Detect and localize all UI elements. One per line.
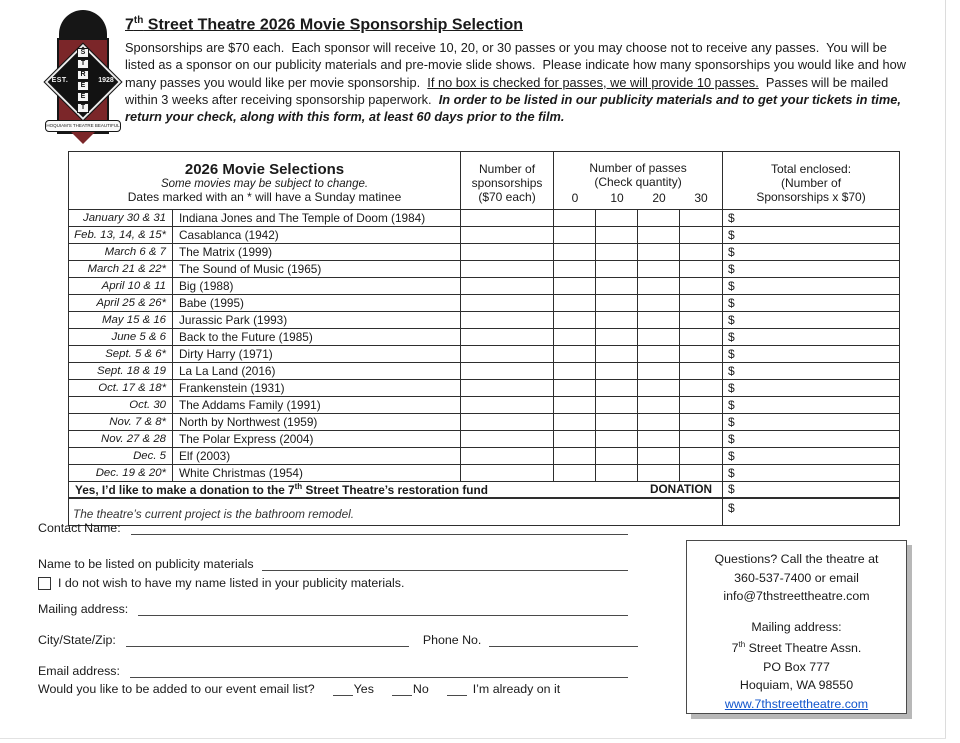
website-link[interactable]: www.7thstreettheatre.com bbox=[724, 696, 869, 711]
passes-20-checkbox-cell[interactable] bbox=[638, 465, 680, 482]
logo-letter: R bbox=[77, 70, 89, 80]
movie-row bbox=[69, 244, 900, 261]
email-list-row bbox=[38, 682, 560, 696]
movie-title: Indiana Jones and The Temple of Doom (1984) bbox=[173, 210, 461, 227]
total-amount-cell[interactable]: $ bbox=[723, 295, 900, 312]
passes-10-checkbox-cell[interactable] bbox=[596, 431, 638, 448]
intro-segment-normal: Passes will be mailed within 3 weeks after receiving sponsorship paperwork. bbox=[125, 74, 892, 107]
pass-option-20: 20 bbox=[652, 191, 666, 205]
sponsorship-qty-cell[interactable] bbox=[461, 363, 554, 380]
sponsorship-qty-cell[interactable] bbox=[461, 261, 554, 278]
total-amount-cell[interactable]: $ bbox=[723, 380, 900, 397]
sponsorship-qty-cell[interactable] bbox=[461, 380, 554, 397]
city-state-zip-label: City/State/Zip: bbox=[38, 633, 116, 647]
passes-30-checkbox-cell[interactable] bbox=[680, 295, 723, 312]
passes-10-checkbox-cell[interactable] bbox=[596, 210, 638, 227]
movie-row bbox=[69, 448, 900, 465]
movie-title: Elf (2003) bbox=[173, 448, 461, 465]
movie-title: Casablanca (1942) bbox=[173, 227, 461, 244]
passes-20-checkbox-cell[interactable] bbox=[638, 448, 680, 465]
screening-date: January 30 & 31 bbox=[69, 210, 173, 227]
pass-option-0: 0 bbox=[571, 191, 579, 205]
passes-0-checkbox-cell[interactable] bbox=[554, 261, 596, 278]
sponsorships-header-line: ($70 each) bbox=[478, 190, 536, 204]
passes-20-checkbox-cell[interactable] bbox=[638, 329, 680, 346]
table-subtitle: Some movies may be subject to change. bbox=[160, 177, 369, 190]
contact-info-box bbox=[686, 540, 907, 714]
logo-letter: T bbox=[77, 59, 89, 69]
title-prefix: 7 bbox=[125, 16, 134, 34]
total-header-cell bbox=[723, 152, 900, 210]
donation-text bbox=[75, 482, 488, 497]
passes-0-checkbox-cell[interactable] bbox=[554, 414, 596, 431]
donation-rest: Street Theatre’s restoration fund bbox=[302, 482, 488, 497]
sponsorship-qty-cell[interactable] bbox=[461, 397, 554, 414]
passes-20-checkbox-cell[interactable] bbox=[638, 312, 680, 329]
movie-row bbox=[69, 380, 900, 397]
info-address-lines bbox=[687, 658, 906, 695]
passes-20-checkbox-cell[interactable] bbox=[638, 244, 680, 261]
info-address-line: PO Box 777 bbox=[763, 659, 830, 674]
sponsorship-table bbox=[68, 151, 900, 526]
phone-input[interactable] bbox=[489, 634, 638, 647]
total-header-line: (Number of bbox=[781, 176, 842, 190]
info-mailing-heading: Mailing address: bbox=[751, 619, 842, 634]
no-publicity-row bbox=[38, 576, 404, 590]
movie-row bbox=[69, 312, 900, 329]
screening-date: April 10 & 11 bbox=[69, 278, 173, 295]
email-option-blank-line[interactable] bbox=[447, 684, 467, 696]
intro-segment-bolditalic: In order to be listed in our publicity materials and to get your tickets in time, return your check, along with this form, at least 60 days prior to the film. bbox=[125, 91, 905, 125]
logo-letter: T bbox=[77, 103, 89, 113]
passes-0-checkbox-cell[interactable] bbox=[554, 431, 596, 448]
passes-10-checkbox-cell[interactable] bbox=[596, 295, 638, 312]
screening-date: March 6 & 7 bbox=[69, 244, 173, 261]
passes-20-checkbox-cell[interactable] bbox=[638, 397, 680, 414]
screening-date: Dec. 19 & 20* bbox=[69, 465, 173, 482]
assn-prefix: 7 bbox=[731, 641, 739, 656]
email-list-option bbox=[447, 682, 560, 696]
total-amount-cell[interactable]: $ bbox=[723, 431, 900, 448]
total-amount-cell[interactable]: $ bbox=[723, 329, 900, 346]
scan-page-edge-bottom bbox=[0, 738, 946, 739]
passes-0-checkbox-cell[interactable] bbox=[554, 363, 596, 380]
passes-10-checkbox-cell[interactable] bbox=[596, 278, 638, 295]
movie-title: The Addams Family (1991) bbox=[173, 397, 461, 414]
movie-row bbox=[69, 210, 900, 227]
total-amount-cell[interactable]: $ bbox=[723, 227, 900, 244]
sponsorship-qty-cell[interactable] bbox=[461, 227, 554, 244]
email-option-blank-line[interactable] bbox=[333, 684, 353, 696]
screening-date: April 25 & 26* bbox=[69, 295, 173, 312]
passes-0-checkbox-cell[interactable] bbox=[554, 465, 596, 482]
mailing-address-label: Mailing address: bbox=[38, 602, 129, 616]
movie-title: Dirty Harry (1971) bbox=[173, 346, 461, 363]
passes-0-checkbox-cell[interactable] bbox=[554, 346, 596, 363]
passes-30-checkbox-cell[interactable] bbox=[680, 210, 723, 227]
sponsorship-qty-cell[interactable] bbox=[461, 244, 554, 261]
info-box-spacer bbox=[687, 606, 906, 618]
donation-prefix: Yes, I’d like to make a donation to the 7 bbox=[75, 482, 295, 497]
no-publicity-label: I do not wish to have my name listed in your publicity materials. bbox=[58, 576, 405, 590]
passes-20-checkbox-cell[interactable] bbox=[638, 295, 680, 312]
total-amount-cell[interactable]: $ bbox=[723, 346, 900, 363]
passes-30-checkbox-cell[interactable] bbox=[680, 380, 723, 397]
sponsorship-qty-cell[interactable] bbox=[461, 295, 554, 312]
donation-superscript: th bbox=[294, 482, 303, 491]
movie-title: The Matrix (1999) bbox=[173, 244, 461, 261]
sponsorship-qty-cell[interactable] bbox=[461, 346, 554, 363]
passes-10-checkbox-cell[interactable] bbox=[596, 414, 638, 431]
passes-0-checkbox-cell[interactable] bbox=[554, 210, 596, 227]
passes-20-checkbox-cell[interactable] bbox=[638, 363, 680, 380]
sponsorships-header-cell bbox=[461, 152, 554, 210]
logo-street-letters bbox=[77, 48, 89, 114]
email-option-label: I’m already on it bbox=[472, 682, 561, 696]
contact-name-row bbox=[38, 521, 628, 535]
info-box-contact-lines bbox=[687, 550, 906, 606]
email-address-input[interactable] bbox=[130, 665, 628, 678]
email-address-label: Email address: bbox=[38, 664, 120, 678]
passes-20-checkbox-cell[interactable] bbox=[638, 431, 680, 448]
passes-30-checkbox-cell[interactable] bbox=[680, 261, 723, 278]
movie-row bbox=[69, 397, 900, 414]
passes-0-checkbox-cell[interactable] bbox=[554, 329, 596, 346]
passes-10-checkbox-cell[interactable] bbox=[596, 448, 638, 465]
movie-title: Back to the Future (1985) bbox=[173, 329, 461, 346]
passes-header-line2: (Check quantity) bbox=[594, 175, 682, 189]
screening-date: June 5 & 6 bbox=[69, 329, 173, 346]
passes-10-checkbox-cell[interactable] bbox=[596, 312, 638, 329]
sponsorship-qty-cell[interactable] bbox=[461, 312, 554, 329]
info-assn-line bbox=[687, 636, 906, 658]
screening-date: Feb. 13, 14, & 15* bbox=[69, 227, 173, 244]
passes-20-checkbox-cell[interactable] bbox=[638, 210, 680, 227]
total-amount-cell[interactable]: $ bbox=[723, 465, 900, 482]
info-box-line: info@7thstreettheatre.com bbox=[723, 589, 870, 603]
movie-row bbox=[69, 414, 900, 431]
passes-10-checkbox-cell[interactable] bbox=[596, 397, 638, 414]
screening-date: March 21 & 22* bbox=[69, 261, 173, 278]
email-address-row bbox=[38, 664, 628, 678]
total-amount-cell[interactable]: $ bbox=[723, 210, 900, 227]
logo-letter: E bbox=[77, 92, 89, 102]
mailing-address-input[interactable] bbox=[138, 603, 628, 616]
pass-option-30: 30 bbox=[694, 191, 708, 205]
movie-row bbox=[69, 465, 900, 482]
movie-title: Frankenstein (1931) bbox=[173, 380, 461, 397]
phone-label: Phone No. bbox=[422, 633, 482, 647]
total-amount-cell[interactable]: $ bbox=[723, 278, 900, 295]
sponsorship-qty-cell[interactable] bbox=[461, 278, 554, 295]
table-header-row bbox=[69, 152, 900, 210]
passes-30-checkbox-cell[interactable] bbox=[680, 312, 723, 329]
table-title: 2026 Movie Selections bbox=[184, 160, 345, 178]
screening-date: Nov. 27 & 28 bbox=[69, 431, 173, 448]
movie-row bbox=[69, 431, 900, 448]
contact-name-label: Contact Name: bbox=[38, 521, 121, 535]
donation-label: DONATION bbox=[649, 482, 713, 497]
passes-10-checkbox-cell[interactable] bbox=[596, 261, 638, 278]
total-amount-cell[interactable]: $ bbox=[723, 261, 900, 278]
total-amount-cell[interactable]: $ bbox=[723, 312, 900, 329]
passes-10-checkbox-cell[interactable] bbox=[596, 363, 638, 380]
donation-row bbox=[69, 482, 900, 498]
movie-row bbox=[69, 346, 900, 363]
logo-letter: E bbox=[77, 81, 89, 91]
passes-10-checkbox-cell[interactable] bbox=[596, 329, 638, 346]
passes-20-checkbox-cell[interactable] bbox=[638, 278, 680, 295]
passes-30-checkbox-cell[interactable] bbox=[680, 227, 723, 244]
info-box-line: Questions? Call the theatre at bbox=[714, 552, 879, 566]
email-option-blank-line[interactable] bbox=[392, 684, 412, 696]
passes-0-checkbox-cell[interactable] bbox=[554, 312, 596, 329]
city-phone-row bbox=[38, 633, 638, 647]
passes-20-checkbox-cell[interactable] bbox=[638, 414, 680, 431]
sponsorship-qty-cell[interactable] bbox=[461, 465, 554, 482]
info-box-line: 360-537-7400 or email bbox=[734, 570, 859, 585]
email-list-option bbox=[333, 682, 374, 696]
passes-10-checkbox-cell[interactable] bbox=[596, 244, 638, 261]
passes-0-checkbox-cell[interactable] bbox=[554, 244, 596, 261]
passes-20-checkbox-cell[interactable] bbox=[638, 346, 680, 363]
email-list-options bbox=[315, 682, 561, 696]
email-option-label: No bbox=[412, 682, 429, 696]
passes-0-checkbox-cell[interactable] bbox=[554, 397, 596, 414]
screening-date: May 15 & 16 bbox=[69, 312, 173, 329]
movies-header-cell bbox=[69, 152, 461, 210]
title-rest: Street Theatre 2026 Movie Sponsorship Selection bbox=[143, 16, 524, 34]
movie-row bbox=[69, 295, 900, 312]
intro-segment-normal: Sponsorships are $70 each. Each sponsor will receive 10, 20, or 30 passes or you may choose not to receive any passes. You will be listed as a sponsor on our publicity materials and pre-movie slide shows. Please indicate how many sponsorships you would like and how many passes you would like per movie sponsorship. bbox=[125, 40, 910, 90]
email-option-label: Yes bbox=[353, 682, 374, 696]
logo-est-text: EST. bbox=[51, 77, 69, 84]
movie-title: White Christmas (1954) bbox=[173, 465, 461, 482]
sponsorships-header-line: Number of bbox=[479, 162, 536, 176]
movie-row bbox=[69, 363, 900, 380]
publicity-name-label: Name to be listed on publicity materials bbox=[38, 557, 254, 571]
logo-banner-text: HOQUIAM'S THEATRE BEAUTIFUL bbox=[45, 120, 121, 132]
sponsorships-header-line: sponsorships bbox=[471, 176, 543, 190]
intro-segment-underline: If no box is checked for passes, we will provide 10 passes. bbox=[427, 74, 759, 90]
scan-page-edge-right bbox=[945, 0, 946, 739]
publicity-name-input[interactable] bbox=[262, 558, 628, 571]
current-project-note: The theatre’s current project is the bathroom remodel. bbox=[69, 498, 723, 526]
mailing-address-row bbox=[38, 602, 628, 616]
movie-row bbox=[69, 329, 900, 346]
total-amount-cell[interactable]: $ bbox=[723, 448, 900, 465]
movie-title: Babe (1995) bbox=[173, 295, 461, 312]
logo-letter: S bbox=[77, 48, 89, 58]
city-state-zip-input[interactable] bbox=[126, 634, 409, 647]
passes-0-checkbox-cell[interactable] bbox=[554, 295, 596, 312]
passes-10-checkbox-cell[interactable] bbox=[596, 380, 638, 397]
donation-text-cell bbox=[69, 482, 723, 498]
passes-30-checkbox-cell[interactable] bbox=[680, 397, 723, 414]
intro-paragraph bbox=[125, 39, 913, 125]
passes-0-checkbox-cell[interactable] bbox=[554, 380, 596, 397]
passes-20-checkbox-cell[interactable] bbox=[638, 380, 680, 397]
passes-30-checkbox-cell[interactable] bbox=[680, 278, 723, 295]
donation-amount-cell[interactable]: $ bbox=[723, 482, 900, 498]
screening-date: Sept. 5 & 6* bbox=[69, 346, 173, 363]
assn-superscript: th bbox=[738, 640, 746, 649]
movie-row bbox=[69, 278, 900, 295]
total-header-line: Total enclosed: bbox=[771, 162, 852, 176]
passes-30-checkbox-cell[interactable] bbox=[680, 448, 723, 465]
movie-title: Big (1988) bbox=[173, 278, 461, 295]
page-title bbox=[125, 15, 523, 34]
passes-0-checkbox-cell[interactable] bbox=[554, 278, 596, 295]
screening-date: Dec. 5 bbox=[69, 448, 173, 465]
pass-quantity-options bbox=[554, 191, 722, 205]
sponsorship-qty-cell[interactable] bbox=[461, 329, 554, 346]
screening-date: Nov. 7 & 8* bbox=[69, 414, 173, 431]
movie-row bbox=[69, 227, 900, 244]
movie-row bbox=[69, 261, 900, 278]
table-note: Dates marked with an * will have a Sunday matinee bbox=[127, 189, 402, 204]
movie-title: La La Land (2016) bbox=[173, 363, 461, 380]
passes-20-checkbox-cell[interactable] bbox=[638, 227, 680, 244]
total-amount-cell[interactable]: $ bbox=[723, 244, 900, 261]
screening-date: Sept. 18 & 19 bbox=[69, 363, 173, 380]
total-amount-cell[interactable]: $ bbox=[723, 363, 900, 380]
sponsorship-qty-cell[interactable] bbox=[461, 448, 554, 465]
screening-date: Oct. 17 & 18* bbox=[69, 380, 173, 397]
contact-name-input[interactable] bbox=[131, 522, 628, 535]
sponsorship-qty-cell[interactable] bbox=[461, 210, 554, 227]
publicity-name-row bbox=[38, 557, 628, 571]
passes-30-checkbox-cell[interactable] bbox=[680, 244, 723, 261]
passes-10-checkbox-cell[interactable] bbox=[596, 346, 638, 363]
title-superscript: th bbox=[133, 15, 144, 26]
info-address-line: Hoquiam, WA 98550 bbox=[739, 678, 854, 693]
passes-0-checkbox-cell[interactable] bbox=[554, 448, 596, 465]
movie-title: The Sound of Music (1965) bbox=[173, 261, 461, 278]
passes-30-checkbox-cell[interactable] bbox=[680, 414, 723, 431]
sponsorship-qty-cell[interactable] bbox=[461, 431, 554, 448]
passes-10-checkbox-cell[interactable] bbox=[596, 227, 638, 244]
screening-date: Oct. 30 bbox=[69, 397, 173, 414]
passes-30-checkbox-cell[interactable] bbox=[680, 431, 723, 448]
theatre-logo bbox=[44, 8, 122, 148]
movie-title: North by Northwest (1959) bbox=[173, 414, 461, 431]
sponsorship-qty-cell[interactable] bbox=[461, 414, 554, 431]
logo-year-text: 1928 bbox=[98, 77, 114, 84]
logo-bottom-point bbox=[71, 132, 95, 144]
pass-option-10: 10 bbox=[610, 191, 624, 205]
passes-30-checkbox-cell[interactable] bbox=[680, 363, 723, 380]
email-list-option bbox=[392, 682, 429, 696]
no-publicity-checkbox[interactable] bbox=[38, 577, 51, 590]
passes-20-checkbox-cell[interactable] bbox=[638, 261, 680, 278]
passes-30-checkbox-cell[interactable] bbox=[680, 465, 723, 482]
passes-0-checkbox-cell[interactable] bbox=[554, 227, 596, 244]
passes-30-checkbox-cell[interactable] bbox=[680, 346, 723, 363]
passes-header-cell bbox=[554, 152, 723, 210]
movie-title: Jurassic Park (1993) bbox=[173, 312, 461, 329]
total-header-line: Sponsorships x $70) bbox=[756, 190, 866, 204]
passes-header-line1: Number of passes bbox=[589, 161, 687, 175]
total-amount-cell[interactable]: $ bbox=[723, 397, 900, 414]
grand-total-cell[interactable]: $ bbox=[723, 498, 900, 526]
total-amount-cell[interactable]: $ bbox=[723, 414, 900, 431]
assn-rest: Street Theatre Assn. bbox=[745, 641, 862, 656]
passes-30-checkbox-cell[interactable] bbox=[680, 329, 723, 346]
movie-title: The Polar Express (2004) bbox=[173, 431, 461, 448]
email-list-question: Would you like to be added to our event email list? bbox=[38, 682, 315, 696]
passes-10-checkbox-cell[interactable] bbox=[596, 465, 638, 482]
